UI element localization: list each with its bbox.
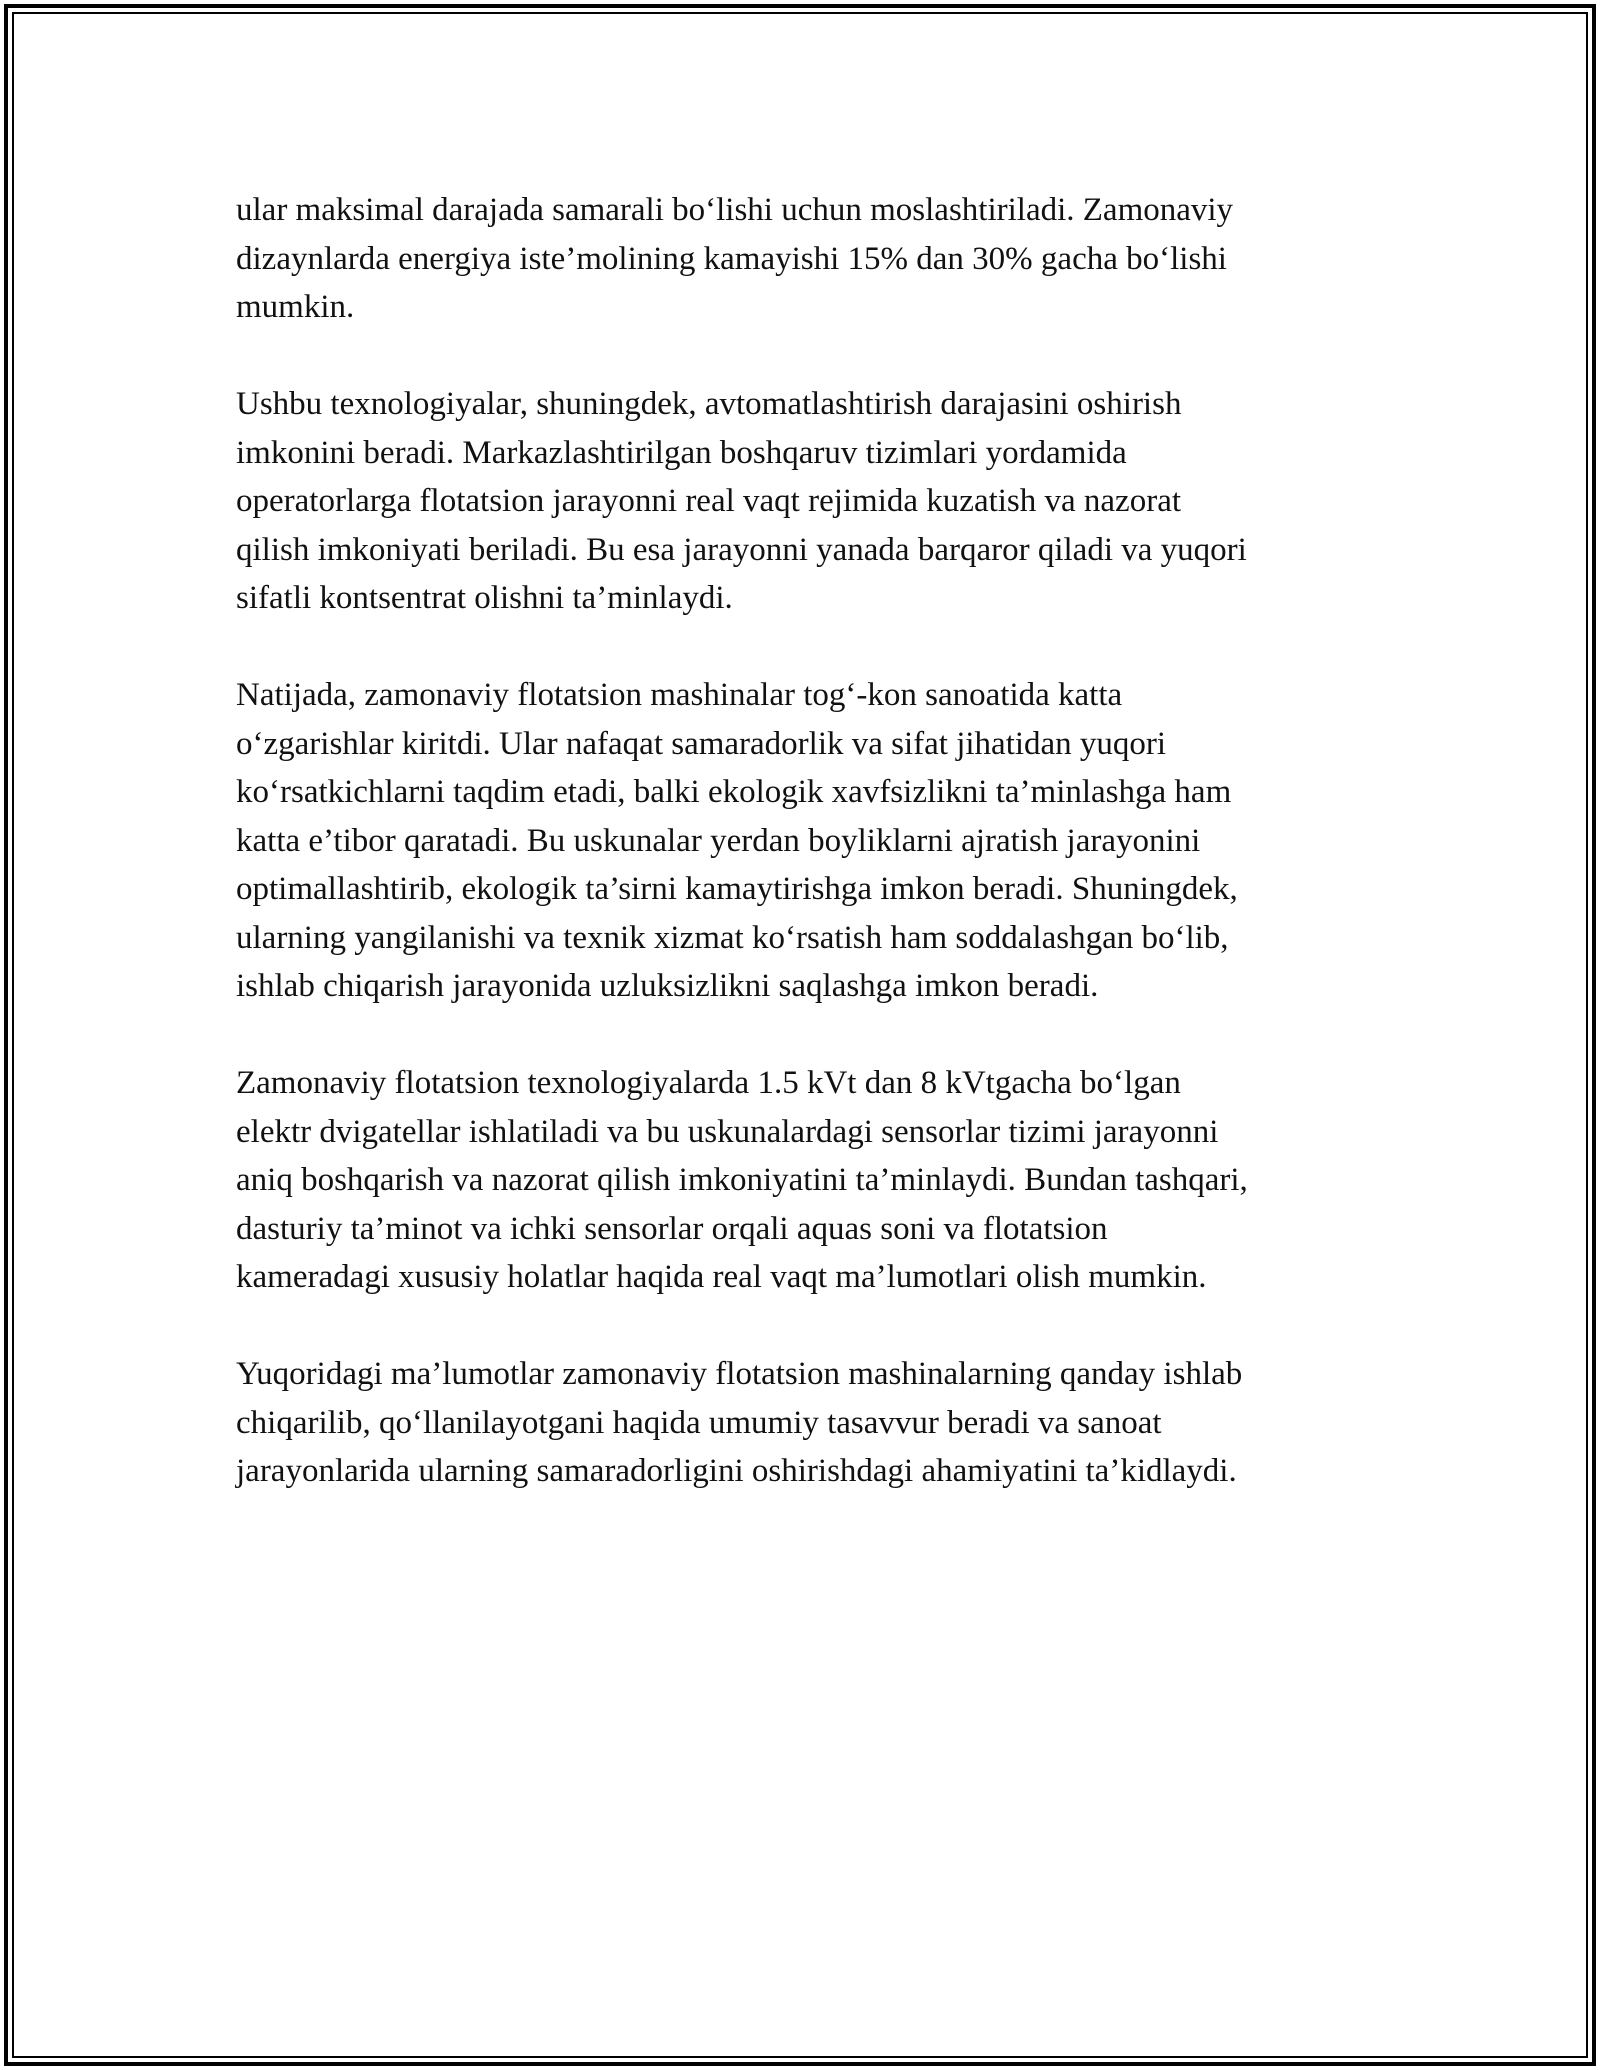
- document-body: [236, 186, 1376, 1544]
- paragraph-2: Ushbu texnologiyalar, shuningdek, avtomatlashtirish darajasini oshirish imkonini beradi. Markazlashtirilgan boshqaruv tizimlari yordamida operatorlarga flotatsion jarayonni real vaqt rejimida kuzatish va nazorat qilish imkoniyati beriladi. Bu esa jarayonni yanada barqaror qiladi va yuqori sifatli kontsentrat olishni ta’minlaydi.: [236, 386, 1247, 616]
- paragraph-4: Zamonaviy flotatsion texnologiyalarda 1.5 kVt dan 8 kVtgacha bo‘lgan elektr dvigatellar ishlatiladi va bu uskunalardagi sensorlar tizimi jarayonni aniq boshqarish va nazorat qilish imkoniyatini ta’minlaydi. Bundan tashqari, dasturiy ta’minot va ichki sensorlar orqali aquas soni va flotatsion kameradagi xususiy holatlar haqida real vaqt ma’lumotlari olish mumkin.: [236, 1065, 1248, 1295]
- paragraph-5: Yuqoridagi ma’lumotlar zamonaviy flotatsion mashinalarning qanday ishlab chiqarilib, qo‘llanilayotgani haqida umumiy tasavvur beradi va sanoat jarayonlarida ularning samaradorligini oshirishdagi ahamiyatini ta’kidlaydi.: [236, 1356, 1243, 1489]
- paragraph-3: Natijada, zamonaviy flotatsion mashinalar tog‘-kon sanoatida katta o‘zgarishlar kiritdi. Ular nafaqat samaradorlik va sifat jihatidan yuqori ko‘rsatkichlarni taqdim etadi, balki ekologik xavfsizlikni ta’minlashga ham katta e’tibor qaratadi. Bu uskunalar yerdan boyliklarni ajratish jarayonini optimallashtirib, ekologik ta’sirni kamaytirishga imkon beradi. Shuningdek, ularning yangilanishi va texnik xizmat ko‘rsatish ham soddalashgan bo‘lib, ishlab chiqarish jarayonida uzluksizlikni saqlashga imkon beradi.: [236, 677, 1238, 1004]
- paragraph-1: ular maksimal darajada samarali bo‘lishi uchun moslashtiriladi. Zamonaviy dizaynlarda energiya iste’molining kamayishi 15% dan 30% gacha bo‘lishi mumkin.: [236, 192, 1234, 325]
